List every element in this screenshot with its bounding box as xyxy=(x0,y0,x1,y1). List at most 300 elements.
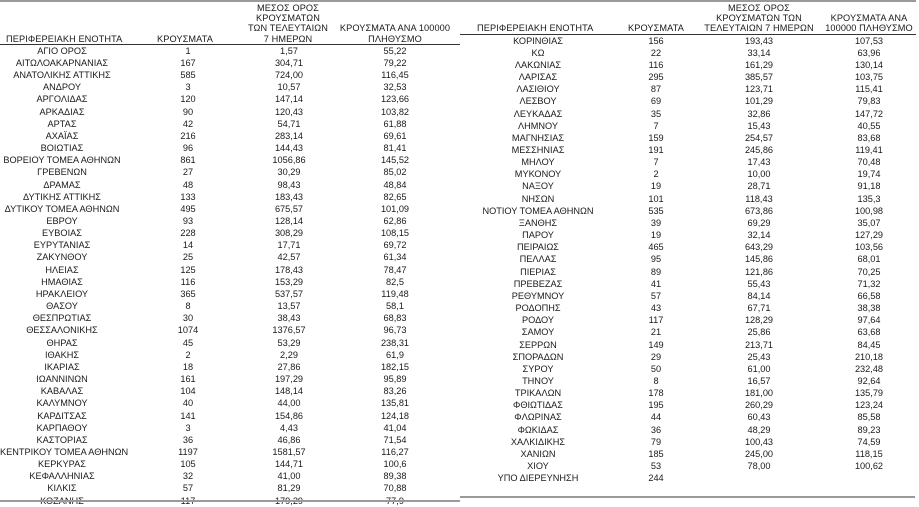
table-row xyxy=(460,436,916,448)
table-row xyxy=(460,339,916,351)
region-cell: ΑΧΑΪΑΣ xyxy=(45,130,79,141)
cases-cell: 30 xyxy=(182,313,194,324)
avg7-cell: 46,86 xyxy=(277,434,301,445)
region-cell: ΥΠΟ ΔΙΕΡΕΥΝΗΣΗ xyxy=(497,473,579,484)
region-cell: ΠΕΛΛΑΣ xyxy=(519,254,557,265)
table-row xyxy=(460,180,916,192)
avg7-cell: 98,43 xyxy=(277,179,301,190)
region-cell: ΗΜΑΘΙΑΣ xyxy=(41,276,83,287)
cases-cell: 116 xyxy=(648,59,664,70)
per100k-cell: 124,18 xyxy=(380,410,410,421)
avg7-cell: 675,57 xyxy=(274,203,304,214)
cases-cell: 45 xyxy=(182,337,194,348)
region-cell: ΠΑΡΟΥ xyxy=(522,230,554,241)
table-row xyxy=(460,290,916,302)
table-row xyxy=(0,44,460,57)
per100k-cell: 127,29 xyxy=(854,230,884,241)
table-row xyxy=(460,47,916,59)
cases-cell: 25 xyxy=(182,252,194,263)
per100k-cell: 70,25 xyxy=(857,266,881,277)
region-cell: ΓΡΕΒΕΝΩΝ xyxy=(37,167,87,178)
avg7-cell: 121,86 xyxy=(744,266,774,277)
table-row xyxy=(0,179,460,191)
region-cell: ΧΑΝΙΩΝ xyxy=(520,448,556,459)
cases-cell: 159 xyxy=(648,132,664,143)
region-cell: ΡΟΔΟΠΗΣ xyxy=(515,303,561,314)
cases-cell: 48 xyxy=(182,179,194,190)
per100k-cell: 69,72 xyxy=(383,240,407,251)
table-row xyxy=(0,373,460,385)
table-row xyxy=(460,278,916,290)
per100k-cell: 70,48 xyxy=(857,157,881,168)
cases-cell: 96 xyxy=(182,143,194,154)
table-row xyxy=(460,363,916,375)
region-cell: ΖΑΚΥΝΘΟΥ xyxy=(36,252,88,263)
table-row xyxy=(0,203,460,215)
region-cell: ΠΡΕΒΕΖΑΣ xyxy=(513,278,563,289)
avg7-cell: 128,14 xyxy=(274,216,304,226)
avg7-cell: 10,57 xyxy=(277,82,301,93)
table-row xyxy=(0,312,460,324)
avg7-cell: 32,14 xyxy=(747,230,771,241)
per100k-cell: 61,9 xyxy=(386,349,404,360)
region-cell: ΔΥΤΙΚΗΣ ΑΤΤΙΚΗΣ xyxy=(23,191,101,202)
per100k-cell: 41,04 xyxy=(383,422,407,433)
per100k-cell: 48,84 xyxy=(383,179,407,190)
bottom-border-left xyxy=(0,500,460,502)
cases-cell: 18 xyxy=(182,361,194,372)
avg7-cell: 147,14 xyxy=(274,94,304,105)
cases-cell: 69 xyxy=(650,96,662,107)
table-row xyxy=(0,385,460,397)
table-body-right xyxy=(460,34,916,484)
region-cell: ΚΙΛΚΙΣ xyxy=(47,483,77,494)
per100k-cell: 119,41 xyxy=(855,145,883,156)
table-row xyxy=(0,361,460,373)
avg7-cell: 32,86 xyxy=(747,108,771,119)
avg7-cell: 308,29 xyxy=(274,228,304,239)
cases-cell: 7 xyxy=(653,157,659,168)
table-row xyxy=(460,108,916,120)
per100k-cell: 62,86 xyxy=(383,216,407,226)
avg7-cell: 673,86 xyxy=(744,205,774,216)
avg7-cell: 27,86 xyxy=(277,361,301,372)
avg7-cell: 537,57 xyxy=(274,288,304,299)
table-row xyxy=(0,410,460,422)
cases-cell: 1 xyxy=(185,45,191,56)
table-row xyxy=(460,424,916,436)
avg7-cell: 100,43 xyxy=(744,436,774,447)
table-row xyxy=(460,193,916,205)
region-cell: ΙΘΑΚΗΣ xyxy=(44,349,80,360)
table-row xyxy=(0,264,460,276)
table-row xyxy=(0,349,460,361)
avg7-cell: 118,43 xyxy=(745,193,773,204)
region-cell: ΛΑΣΙΘΙΟΥ xyxy=(516,84,560,95)
cases-cell: 161 xyxy=(180,374,196,385)
region-cell: ΚΕΦΑΛΛΗΝΙΑΣ xyxy=(29,471,95,482)
region-cell: ΧΑΛΚΙΔΙΚΗΣ xyxy=(510,436,566,447)
region-cell: ΗΡΑΚΛΕΙΟΥ xyxy=(35,288,89,299)
table-row xyxy=(460,399,916,411)
cases-cell: 43 xyxy=(650,303,662,314)
table-row xyxy=(0,81,460,93)
region-cell: ΛΑΚΩΝΙΑΣ xyxy=(514,59,562,70)
per100k-cell: 97,64 xyxy=(857,315,881,326)
table-row xyxy=(0,227,460,239)
table-row xyxy=(460,95,916,107)
region-cell: ΠΕΙΡΑΙΩΣ xyxy=(517,242,559,253)
per100k-cell: 96,73 xyxy=(383,325,407,336)
avg7-cell: 13,57 xyxy=(277,301,301,312)
per100k-cell: 40,55 xyxy=(857,120,881,131)
per100k-cell: 63,68 xyxy=(857,327,881,338)
per100k-cell: 63,96 xyxy=(857,47,881,58)
avg7-cell: 42,57 xyxy=(277,252,301,263)
table-row xyxy=(0,154,460,166)
region-cell: ΣΠΟΡΑΔΩΝ xyxy=(512,351,564,362)
per100k-cell: 108,15 xyxy=(380,228,410,239)
cases-cell: 7 xyxy=(653,120,659,131)
avg7-cell: 25,86 xyxy=(747,327,771,338)
avg7-cell: 178,43 xyxy=(274,264,304,275)
per100k-cell: 115,41 xyxy=(855,84,883,95)
table-row xyxy=(0,422,460,434)
cases-cell: 861 xyxy=(180,155,196,166)
cases-cell: 57 xyxy=(650,290,662,301)
cases-cell: 32 xyxy=(182,471,194,482)
per100k-cell: 71,54 xyxy=(383,434,407,445)
region-cell: ΦΘΙΩΤΙΔΑΣ xyxy=(512,400,563,411)
per100k-cell: 116,45 xyxy=(381,70,409,81)
cases-cell: 42 xyxy=(182,118,194,129)
per100k-cell: 78,47 xyxy=(383,264,407,275)
region-cell: ΧΙΟΥ xyxy=(527,461,549,472)
header-region: ΠΕΡΙΦΕΡΕΙΑΚΗ ΕΝΟΤΗΤΑ xyxy=(460,3,616,34)
avg7-cell: 1056,86 xyxy=(272,155,306,166)
cases-cell: 19 xyxy=(650,230,662,241)
per100k-cell: 68,83 xyxy=(383,313,407,324)
per100k-cell: 35,07 xyxy=(857,217,881,228)
region-cell: ΘΕΣΣΑΛΟΝΙΚΗΣ xyxy=(26,325,98,336)
cases-cell: 40 xyxy=(182,398,194,409)
avg7-cell: 60,43 xyxy=(747,412,771,423)
cases-cell: 89 xyxy=(650,266,662,277)
region-cell: ΙΩΑΝΝΙΝΩΝ xyxy=(36,374,88,385)
table-row xyxy=(0,106,460,118)
per100k-cell: 182,15 xyxy=(380,361,410,372)
table-row xyxy=(460,314,916,326)
cases-cell: 228 xyxy=(180,228,196,239)
cases-cell: 41 xyxy=(650,278,662,289)
region-cell: ΝΑΞΟΥ xyxy=(522,181,554,192)
per100k-cell: 32,53 xyxy=(383,82,407,93)
region-cell: ΚΕΝΤΡΙΚΟΥ ΤΟΜΕΑ ΑΘΗΝΩΝ xyxy=(0,446,129,457)
cases-cell: 133 xyxy=(180,191,196,202)
avg7-cell: 154,86 xyxy=(274,410,304,421)
per100k-cell: 82,5 xyxy=(386,276,404,287)
avg7-cell: 153,29 xyxy=(274,276,304,287)
cases-table-right xyxy=(460,3,916,484)
header-row xyxy=(460,3,916,34)
cases-cell: 1074 xyxy=(177,325,199,336)
table-row xyxy=(0,446,460,458)
table-row xyxy=(460,144,916,156)
per100k-cell: 100,98 xyxy=(854,205,884,216)
per100k-cell: 145,52 xyxy=(380,155,410,166)
per100k-cell: 70,88 xyxy=(383,483,407,494)
cases-table-left xyxy=(0,3,460,507)
avg7-cell: 16,57 xyxy=(747,375,771,386)
region-cell: ΝΗΣΩΝ xyxy=(521,193,555,204)
region-cell: ΑΝΑΤΟΛΙΚΗΣ ΑΤΤΙΚΗΣ xyxy=(13,70,111,81)
per100k-cell: 89,38 xyxy=(383,471,407,482)
region-cell: ΕΥΡΥΤΑΝΙΑΣ xyxy=(33,240,91,251)
avg7-cell: 4,43 xyxy=(280,422,298,433)
per100k-cell: 116,27 xyxy=(381,446,409,457)
avg7-cell: 145,86 xyxy=(744,254,774,265)
avg7-cell: 283,14 xyxy=(274,130,304,141)
per100k-cell: 123,66 xyxy=(380,94,410,105)
table-row xyxy=(460,411,916,423)
region-cell: ΣΥΡΟΥ xyxy=(522,363,554,374)
cases-cell: 141 xyxy=(180,410,196,421)
avg7-cell: 38,43 xyxy=(277,313,301,324)
region-cell: ΚΑΣΤΟΡΙΑΣ xyxy=(36,434,88,445)
cases-cell: 22 xyxy=(650,47,662,58)
avg7-cell xyxy=(696,472,822,484)
region-cell: ΑΝΔΡΟΥ xyxy=(42,82,81,93)
bottom-border-right xyxy=(460,496,915,498)
cases-cell: 465 xyxy=(648,242,664,253)
avg7-cell: 15,43 xyxy=(747,120,771,131)
per100k-cell: 210,18 xyxy=(854,351,884,362)
table-row xyxy=(0,458,460,470)
cases-cell: 19 xyxy=(650,181,662,192)
region-cell: ΝΟΤΙΟΥ ΤΟΜΕΑ ΑΘΗΝΩΝ xyxy=(482,205,594,216)
top-border-line xyxy=(0,0,916,2)
avg7-cell: 144,43 xyxy=(274,143,304,154)
cases-cell: 585 xyxy=(180,70,196,81)
avg7-cell: 643,29 xyxy=(744,242,774,253)
avg7-cell: 120,43 xyxy=(274,106,304,117)
avg7-cell: 724,00 xyxy=(274,70,304,81)
table-row xyxy=(0,57,460,69)
per100k-cell: 119,48 xyxy=(381,288,409,299)
per100k-cell: 103,82 xyxy=(380,106,410,117)
table-row xyxy=(460,302,916,314)
region-cell: ΜΑΓΝΗΣΙΑΣ xyxy=(511,132,565,143)
cases-cell: 216 xyxy=(180,130,196,141)
avg7-cell: 245,86 xyxy=(744,145,774,156)
avg7-cell: 1581,57 xyxy=(272,446,306,457)
avg7-cell: 181,00 xyxy=(744,388,774,399)
per100k-cell: 61,88 xyxy=(383,118,407,129)
cases-cell: 35 xyxy=(650,108,662,119)
cases-cell: 185 xyxy=(648,448,664,459)
region-cell: ΡΟΔΟΥ xyxy=(521,315,554,326)
per100k-cell: 135,3 xyxy=(857,193,881,204)
cases-cell: 104 xyxy=(180,386,196,397)
per100k-cell: 82,65 xyxy=(383,191,407,202)
per100k-cell: 71,32 xyxy=(857,278,881,289)
region-cell: ΑΓΙΟ ΟΡΟΣ xyxy=(37,45,87,56)
avg7-cell: 78,00 xyxy=(747,461,771,472)
right-table-panel xyxy=(460,3,916,484)
per100k-cell: 58,1 xyxy=(386,301,404,312)
region-cell: ΠΙΕΡΙΑΣ xyxy=(520,266,556,277)
region-cell: ΔΥΤΙΚΟΥ ΤΟΜΕΑ ΑΘΗΝΩΝ xyxy=(4,203,120,214)
region-cell: ΛΕΣΒΟΥ xyxy=(519,96,557,107)
region-cell: ΕΥΒΟΙΑΣ xyxy=(42,228,82,239)
region-cell: ΣΕΡΡΩΝ xyxy=(519,339,557,350)
table-row xyxy=(460,229,916,241)
table-row xyxy=(0,130,460,142)
table-row xyxy=(0,470,460,482)
per100k-cell: 123,24 xyxy=(854,400,884,411)
cases-cell: 93 xyxy=(182,216,194,226)
region-cell: ΚΟΡΙΝΘΙΑΣ xyxy=(513,35,563,46)
cases-cell: 149 xyxy=(648,339,664,350)
cases-cell: 53 xyxy=(650,461,662,472)
region-cell: ΤΗΝΟΥ xyxy=(522,375,554,386)
cases-cell: 1197 xyxy=(178,446,198,457)
region-cell: ΘΗΡΑΣ xyxy=(46,337,78,348)
per100k-cell: 232,48 xyxy=(854,363,884,374)
per100k-cell: 79,22 xyxy=(383,57,407,68)
header-cases: ΚΡΟΥΣΜΑΤΑ xyxy=(616,3,696,34)
table-row xyxy=(0,434,460,446)
region-cell: ΒΟΙΩΤΙΑΣ xyxy=(40,143,84,154)
per100k-cell xyxy=(822,472,916,484)
table-row xyxy=(0,215,460,227)
left-table-panel xyxy=(0,3,460,507)
cases-cell: 2 xyxy=(653,169,659,180)
avg7-cell: 260,29 xyxy=(744,400,774,411)
avg7-cell: 245,00 xyxy=(744,448,774,459)
per100k-cell: 85,58 xyxy=(857,412,881,423)
avg7-cell: 148,14 xyxy=(274,386,304,397)
table-row xyxy=(460,472,916,484)
avg7-cell: 55,43 xyxy=(747,278,771,289)
table-row xyxy=(460,351,916,363)
table-row xyxy=(0,166,460,178)
per100k-cell: 69,61 xyxy=(383,130,407,141)
cases-cell: 79 xyxy=(650,436,662,447)
cases-cell: 29 xyxy=(650,351,662,362)
avg7-cell: 254,57 xyxy=(744,132,774,143)
cases-cell: 44 xyxy=(650,412,662,423)
per100k-cell: 74,59 xyxy=(857,436,881,447)
table-row xyxy=(460,387,916,399)
region-cell: ΑΡΤΑΣ xyxy=(47,118,77,129)
avg7-cell: 10,00 xyxy=(747,169,771,180)
table-row xyxy=(460,71,916,83)
table-row xyxy=(460,205,916,217)
table-row xyxy=(460,132,916,144)
region-cell: ΛΕΥΚΑΔΑΣ xyxy=(513,108,563,119)
avg7-cell: 123,71 xyxy=(744,84,774,95)
per100k-cell: 79,83 xyxy=(857,96,881,107)
table-row xyxy=(460,59,916,71)
table-row xyxy=(460,156,916,168)
table-row xyxy=(0,239,460,251)
avg7-cell: 213,71 xyxy=(744,339,774,350)
per100k-cell: 55,22 xyxy=(383,45,407,56)
cases-cell: 21 xyxy=(650,327,662,338)
cases-cell: 14 xyxy=(182,240,194,251)
per100k-cell: 61,34 xyxy=(383,252,407,263)
table-row xyxy=(0,324,460,336)
table-body-left xyxy=(0,44,460,506)
avg7-cell: 1376,57 xyxy=(272,325,306,336)
cases-cell: 95 xyxy=(650,254,662,265)
per100k-cell: 83,68 xyxy=(857,132,881,143)
region-cell: ΙΚΑΡΙΑΣ xyxy=(44,361,80,372)
per100k-cell: 101,09 xyxy=(380,203,410,214)
cases-cell: 195 xyxy=(648,400,664,411)
per100k-cell: 238,31 xyxy=(380,337,410,348)
table-row xyxy=(460,168,916,180)
table-row xyxy=(460,448,916,460)
avg7-cell: 385,57 xyxy=(744,72,774,83)
table-row xyxy=(0,482,460,494)
region-cell: ΘΑΣΟΥ xyxy=(46,301,78,312)
per100k-cell: 95,89 xyxy=(383,374,407,385)
avg7-cell: 17,71 xyxy=(277,240,301,251)
avg7-cell: 17,43 xyxy=(747,157,771,168)
avg7-cell: 101,29 xyxy=(744,96,774,107)
per100k-cell: 107,53 xyxy=(854,35,884,46)
cases-cell: 244 xyxy=(648,473,664,484)
table-row xyxy=(460,326,916,338)
avg7-cell: 30,29 xyxy=(277,167,301,178)
avg7-cell: 128,29 xyxy=(744,315,774,326)
region-cell: ΦΩΚΙΔΑΣ xyxy=(517,424,559,435)
avg7-cell: 25,43 xyxy=(747,351,771,362)
cases-cell: 2 xyxy=(185,349,191,360)
region-cell: ΚΩ xyxy=(531,47,545,58)
table-row xyxy=(0,118,460,130)
region-cell: ΜΕΣΣΗΝΙΑΣ xyxy=(511,145,565,156)
avg7-cell: 81,29 xyxy=(277,483,301,494)
per100k-cell: 91,18 xyxy=(857,181,881,192)
cases-cell: 495 xyxy=(180,203,196,214)
cases-cell: 101 xyxy=(648,193,664,204)
avg7-cell: 84,14 xyxy=(747,290,771,301)
cases-cell: 3 xyxy=(185,422,191,433)
per100k-cell: 100,6 xyxy=(383,459,407,470)
table-row xyxy=(460,120,916,132)
per100k-cell: 103,56 xyxy=(854,242,884,253)
table-row xyxy=(0,142,460,154)
cases-cell: 117 xyxy=(648,315,664,326)
table-row xyxy=(460,253,916,265)
per100k-cell: 130,14 xyxy=(854,59,884,70)
region-cell: ΚΑΒΑΛΑΣ xyxy=(40,386,84,397)
cases-cell: 90 xyxy=(182,106,194,117)
cases-cell: 27 xyxy=(182,167,194,178)
cases-cell: 167 xyxy=(180,57,196,68)
per100k-cell: 84,45 xyxy=(857,339,881,350)
per100k-cell: 68,01 xyxy=(857,254,881,265)
cases-cell: 178 xyxy=(648,388,664,399)
region-cell: ΛΑΡΙΣΑΣ xyxy=(518,72,558,83)
per100k-cell: 85,02 xyxy=(383,167,407,178)
cases-cell: 105 xyxy=(180,459,196,470)
table-row xyxy=(0,337,460,349)
region-cell: ΜΥΚΟΝΟΥ xyxy=(514,169,562,180)
